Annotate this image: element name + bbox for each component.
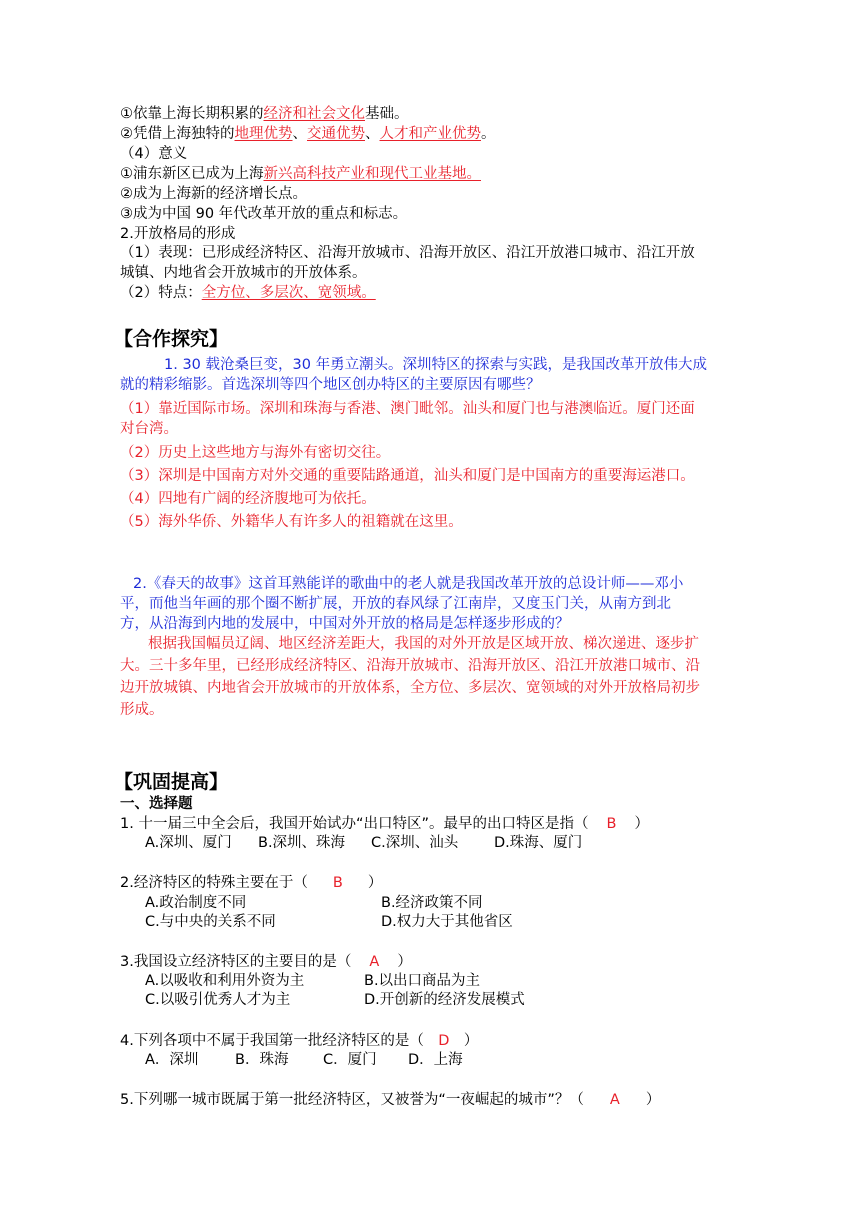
significance-title: （4）意义 [120, 146, 188, 162]
section-heading-cooperation: 【合作探究】 [114, 328, 229, 350]
answer-b-line-1: 根据我国幅员辽阔、地区经济差距大，我国的对外开放是区域开放、梯次递进、逐步扩 [148, 636, 699, 652]
question-1-line-2: 就的精彩缩影。首选深圳等四个地区创办特区的主要原因有哪些？ [120, 377, 541, 393]
option-a: A.政治制度不同 [145, 895, 247, 911]
section-heading-consolidate: 【巩固提高】 [114, 771, 229, 793]
answer-3: （3）深圳是中国南方对外交通的重要陆路通道，汕头和厦门是中国南方的重要海运港口。 [120, 468, 695, 484]
reason-2-highlight-2: 交通优势 [307, 126, 365, 142]
significance-line-3: ③成为中国 90 年代改革开放的重点和标志。 [120, 206, 408, 222]
option-d: D.珠海、厦门 [494, 835, 583, 851]
significance-1-text: ①浦东新区已成为上海 [120, 166, 264, 182]
question-stem-2 [120, 873, 382, 893]
option-a: A．深圳 [145, 1052, 199, 1068]
reason-2-end: 。 [481, 126, 496, 142]
option-c: C．厦门 [323, 1052, 377, 1068]
question-2-line-2: 平，而他当年画的那个圈不断扩展，开放的春风绿了江南岸，又度玉门关，从南方到北 [120, 596, 671, 612]
question-2-answer: B [332, 875, 343, 891]
question-2-line-3: 方，从沿海到内地的发展中，中国对外开放的格局是怎样逐步形成的？ [120, 616, 570, 632]
pattern-line-2: 城镇、内地省会开放城市的开放体系。 [120, 265, 367, 281]
question-3-answer: A [369, 954, 380, 970]
reason-2-sep-2: 、 [365, 126, 380, 142]
option-b: B.深圳、珠海 [258, 835, 346, 851]
answer-b-line-3: 边开放城镇、内地省会开放城市的开放体系，全方位、多层次、宽领域的对外开放格局初步 [120, 680, 700, 696]
answer-b-line-2: 大。三十多年里，已经形成经济特区、沿海开放城市、沿海开放区、沿江开放港口城市、沿 [120, 658, 700, 674]
option-d: D．上海 [408, 1052, 463, 1068]
reason-2-highlight-3: 人才和产业优势 [379, 126, 481, 142]
answer-b-line-4: 形成。 [120, 702, 164, 718]
reason-1-end: 基础。 [365, 106, 409, 122]
option-c: C.以吸引优秀人才为主 [145, 992, 291, 1008]
reason-2-text: ②凭借上海独特的 [120, 126, 235, 142]
reason-line-2 [120, 124, 496, 144]
question-stem-1 [120, 814, 649, 834]
answer-1-line-2: 对台湾。 [120, 421, 178, 437]
significance-line-2: ②成为上海新的经济增长点。 [120, 186, 307, 202]
question-stem-3 [120, 952, 412, 972]
answer-1-line-1: （1）靠近国际市场。深圳和珠海与香港、澳门毗邻。汕头和厦门也与港澳临近。厦门还面 [120, 401, 695, 417]
option-b: B.以出口商品为主 [364, 973, 481, 989]
reason-1-highlight: 经济和社会文化 [263, 106, 365, 122]
question-4-close: ） [463, 1033, 479, 1049]
significance-1-highlight: 新兴高科技产业和现代工业基地。 [263, 166, 481, 182]
question-2-line-1: 2.《春天的故事》这首耳熟能详的歌曲中的老人就是我国改革开放的总设计师——邓小 [133, 576, 684, 592]
option-a: A.以吸收和利用外资为主 [145, 973, 305, 989]
pattern-line-3 [120, 283, 376, 303]
question-2-text: 2.经济特区的特殊主要在于（ [120, 875, 308, 891]
option-c: C.深圳、汕头 [371, 835, 459, 851]
question-1-close: ） [634, 816, 649, 832]
question-3-text: 3.我国设立经济特区的主要目的是（ [120, 954, 352, 970]
question-3-close: ） [397, 954, 412, 970]
reason-line-1 [120, 104, 409, 124]
reason-2-sep-1: 、 [292, 126, 307, 142]
question-1-answer: B [606, 816, 617, 832]
pattern-title: 2.开放格局的形成 [120, 226, 236, 242]
pattern-2-highlight: 全方位、多层次、宽领域。 [201, 285, 376, 301]
question-5-text: 5.下列哪一城市既属于第一批经济特区，又被誉为“一夜崛起的城市”？（ [120, 1092, 584, 1108]
option-b: B.经济政策不同 [381, 895, 483, 911]
question-4-text: 4.下列各项中不属于我国第一批经济特区的是（ [120, 1033, 424, 1049]
answer-2: （2）历史上这些地方与海外有密切交往。 [120, 445, 391, 461]
answer-4: （4）四地有广阔的经济腹地可为依托。 [120, 491, 376, 507]
question-5-close: ） [645, 1092, 661, 1108]
pattern-2-text: （2）特点： [120, 285, 202, 301]
reason-2-highlight-1: 地理优势 [234, 126, 293, 142]
question-5-answer: A [609, 1092, 620, 1108]
question-1-text: 1. 十一届三中全会后，我国开始试办“出口特区”。最早的出口特区是指（ [120, 816, 589, 832]
option-d: D.权力大于其他省区 [381, 914, 513, 930]
question-2-close: ） [367, 875, 383, 891]
option-a: A.深圳、厦门 [145, 835, 232, 851]
significance-line-1 [120, 164, 481, 184]
question-1-line-1: 1. 30 载沧桑巨变，30 年勇立潮头。深圳特区的探索与实践，是我国改革开放伟大成 [164, 357, 708, 373]
question-stem-4 [120, 1031, 478, 1051]
reason-1-text: ①依靠上海长期积累的 [120, 106, 264, 122]
option-c: C.与中央的关系不同 [145, 914, 276, 930]
answer-5: （5）海外华侨、外籍华人有许多人的祖籍就在这里。 [120, 514, 463, 530]
pattern-line-1: （1）表现：已形成经济特区、沿海开放城市、沿海开放区、沿江开放港口城市、沿江开放 [120, 245, 695, 261]
question-stem-5 [120, 1090, 660, 1110]
section-title-choice: 一、选择题 [120, 796, 193, 812]
option-d: D.开创新的经济发展模式 [364, 992, 525, 1008]
question-4-answer: D [438, 1033, 450, 1049]
option-b: B．珠海 [235, 1052, 289, 1068]
